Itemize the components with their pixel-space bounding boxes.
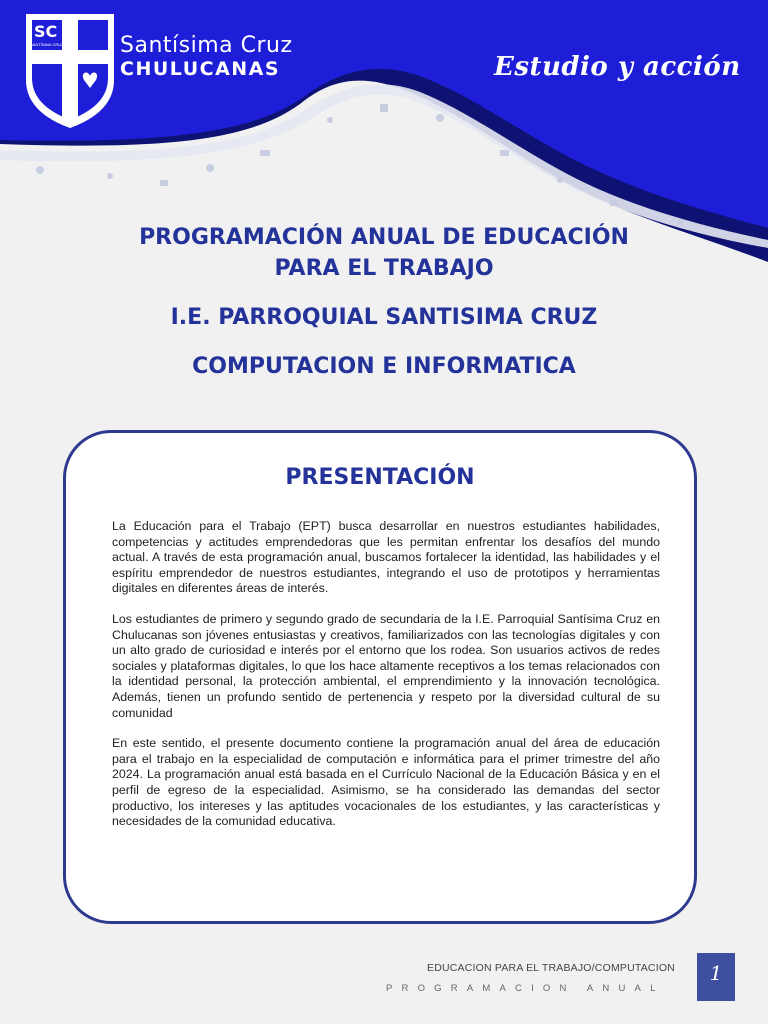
logo-small-text: SANTÍSIMA CRUZ (30, 42, 64, 47)
presentation-body (112, 519, 660, 845)
footer-course: EDUCACION PARA EL TRABAJO/COMPUTACION (427, 962, 675, 974)
school-name: I.E. PARROQUIAL SANTISIMA CRUZ (170, 305, 598, 330)
presentation-paragraph-3: En este sentido, el presente documento contiene la programación anual del área de educación para el trabajo en la especialidad de computación e informática para el primer trimestre del año 2024. La programación anual está basada en el Currículo Nacional de la Educación Básica y en el perfil de egreso de la especialidad. Asimismo, se ha considerado las demandas del sector productivo, los intereses y las aptitudes vocacionales de los estudiantes, y las características y necesidades de la comunidad educativa. (112, 736, 660, 829)
presentation-paragraph-1: La Educación para el Trabajo (EPT) busca desarrollar en nuestros estudiantes habilidades, competencias y actitudes emprendedoras que les permitan enfrentar los desafíos del mundo actual. A través de esta programación anual, buscamos fortalecer la identidad, las habilidades y el espíritu emprendedor de nuestros estudiantes, integrando el uso de prototipos y herramientas digitales en diferentes áreas de interés. (112, 519, 660, 596)
motto-text: Estudio y acción (494, 52, 741, 82)
logo-initials: SC (34, 22, 58, 41)
brand-line-2: CHULUCANAS (120, 58, 281, 80)
school-shield-logo (22, 10, 118, 130)
footer-subtitle: PROGRAMACION ANUAL (386, 983, 665, 994)
presentation-paragraph-2: Los estudiantes de primero y segundo grado de secundaria de la I.E. Parroquial Santísima Cruz en Chulucanas son jóvenes entusiastas y creativos, familiarizados con las tecnologías digitales y con un alto grado de curiosidad e interés por el entorno que los rodea. Son usuarios activos de redes sociales y plataformas digitales, lo que los hace altamente receptivos a los temas relacionados con la identidad personal, la protección ambiental, el emprendimiento y la innovación tecnológica. Además, tienen un profundo sentido de pertenencia y respeto por la diversidad cultural de su comunidad (112, 611, 660, 720)
presentation-card (63, 430, 697, 924)
title-line-1: PROGRAMACIÓN ANUAL DE EDUCACIÓN (139, 225, 629, 250)
title-line-2: PARA EL TRABAJO (274, 256, 494, 281)
specialty-name: COMPUTACION E INFORMATICA (192, 354, 576, 379)
page-number: 1 (697, 953, 735, 1001)
document-title (0, 222, 768, 382)
brand-name (120, 34, 293, 80)
brand-line-1: Santísima Cruz (120, 33, 293, 58)
presentation-heading: PRESENTACIÓN (285, 465, 475, 490)
